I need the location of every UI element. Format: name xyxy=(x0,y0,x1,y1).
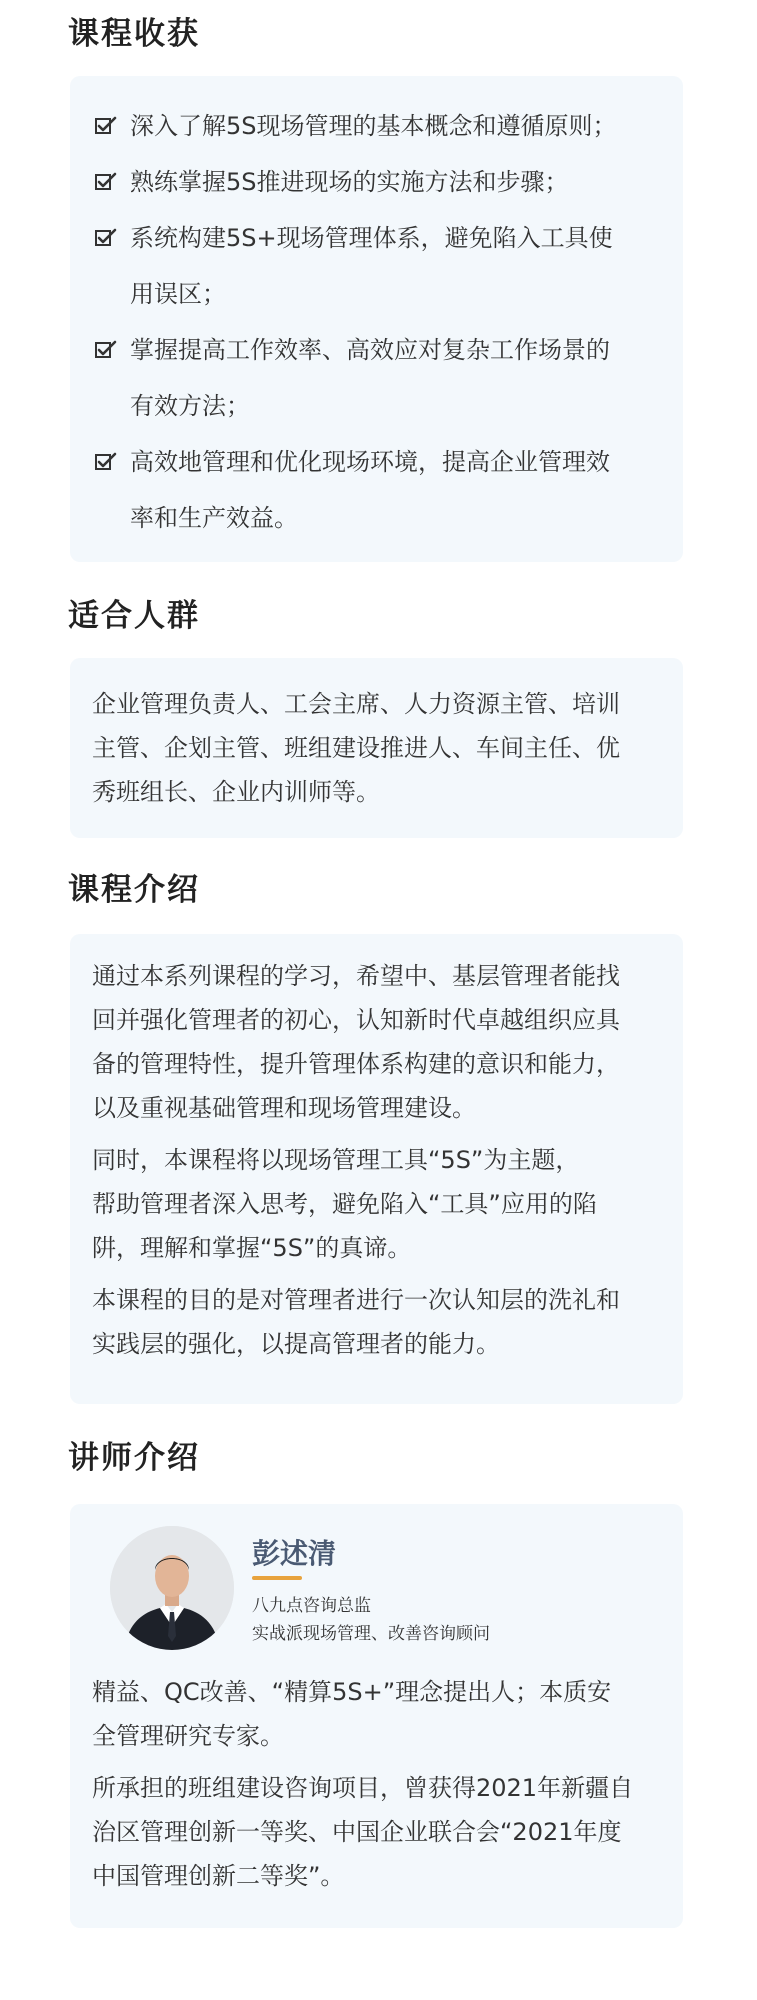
checkmark-icon xyxy=(95,452,117,472)
checkmark-icon xyxy=(95,340,117,360)
gains-item-line: 系统构建5S+现场管理体系，避免陷入工具使 xyxy=(130,224,613,252)
gains-list xyxy=(70,76,683,546)
audience-line: 主管、企划主管、班组建设推进人、车间主任、优 xyxy=(92,734,620,762)
teacher-name: 彭述清 xyxy=(252,1537,337,1570)
teacher-header xyxy=(70,1504,683,1660)
teacher-paragraph xyxy=(70,1670,683,1758)
teacher-role: 八九点咨询总监 xyxy=(252,1596,371,1616)
section-title-intro: 课程介绍 xyxy=(68,872,200,908)
intro-line: 回并强化管理者的初心，认知新时代卓越组织应具 xyxy=(92,1006,620,1034)
checkmark-icon xyxy=(95,228,117,248)
gains-item xyxy=(70,434,683,546)
section-title-gains: 课程收获 xyxy=(68,16,200,52)
intro-line: 帮助管理者深入思考，避免陷入“工具”应用的陷 xyxy=(92,1190,597,1218)
section-title-audience: 适合人群 xyxy=(68,598,200,634)
teacher-line: 精益、QC改善、“精算5S+”理念提出人；本质安 xyxy=(92,1678,612,1706)
intro-paragraph xyxy=(70,954,683,1130)
intro-paragraph xyxy=(70,1138,683,1270)
gains-item-line: 率和生产效益。 xyxy=(130,504,298,532)
gains-item xyxy=(70,322,683,434)
audience-line: 秀班组长、企业内训师等。 xyxy=(92,778,380,806)
intro-line: 本课程的目的是对管理者进行一次认知层的洗礼和 xyxy=(92,1286,620,1314)
teacher-line: 中国管理创新二等奖”。 xyxy=(92,1862,345,1890)
teacher-card xyxy=(70,1504,683,1928)
section-title-teacher: 讲师介绍 xyxy=(68,1440,200,1476)
intro-line: 同时，本课程将以现场管理工具“5S”为主题， xyxy=(92,1146,580,1174)
audience-card xyxy=(70,658,683,838)
avatar xyxy=(110,1526,234,1650)
gains-item-line: 深入了解5S现场管理的基本概念和遵循原则； xyxy=(130,112,617,140)
gains-item xyxy=(70,210,683,322)
teacher-role: 实战派现场管理、改善咨询顾问 xyxy=(252,1624,490,1644)
name-underline xyxy=(252,1576,302,1580)
gains-item-line: 有效方法； xyxy=(130,392,250,420)
gains-item-line: 高效地管理和优化现场环境，提高企业管理效 xyxy=(130,448,610,476)
teacher-line: 全管理研究专家。 xyxy=(92,1722,284,1750)
gains-item-line: 用误区； xyxy=(130,280,226,308)
intro-paragraph xyxy=(70,1278,683,1366)
teacher-line: 所承担的班组建设咨询项目，曾获得2021年新疆自 xyxy=(92,1774,634,1802)
intro-line: 以及重视基础管理和现场管理建设。 xyxy=(92,1094,476,1122)
gains-card xyxy=(70,76,683,562)
gains-item xyxy=(70,154,683,210)
intro-line: 阱，理解和掌握“5S”的真谛。 xyxy=(92,1234,412,1262)
checkmark-icon xyxy=(95,116,117,136)
gains-item-line: 熟练掌握5S推进现场的实施方法和步骤； xyxy=(130,168,569,196)
intro-line: 实践层的强化，以提高管理者的能力。 xyxy=(92,1330,500,1358)
teacher-paragraph xyxy=(70,1766,683,1898)
audience-line: 企业管理负责人、工会主席、人力资源主管、培训 xyxy=(92,690,620,718)
intro-card xyxy=(70,934,683,1404)
checkmark-icon xyxy=(95,172,117,192)
gains-item-line: 掌握提高工作效率、高效应对复杂工作场景的 xyxy=(130,336,610,364)
teacher-line: 治区管理创新一等奖、中国企业联合会“2021年度 xyxy=(92,1818,622,1846)
intro-line: 通过本系列课程的学习，希望中、基层管理者能找 xyxy=(92,962,620,990)
portrait-image xyxy=(110,1526,234,1650)
gains-item xyxy=(70,98,683,154)
intro-line: 备的管理特性，提升管理体系构建的意识和能力， xyxy=(92,1050,620,1078)
